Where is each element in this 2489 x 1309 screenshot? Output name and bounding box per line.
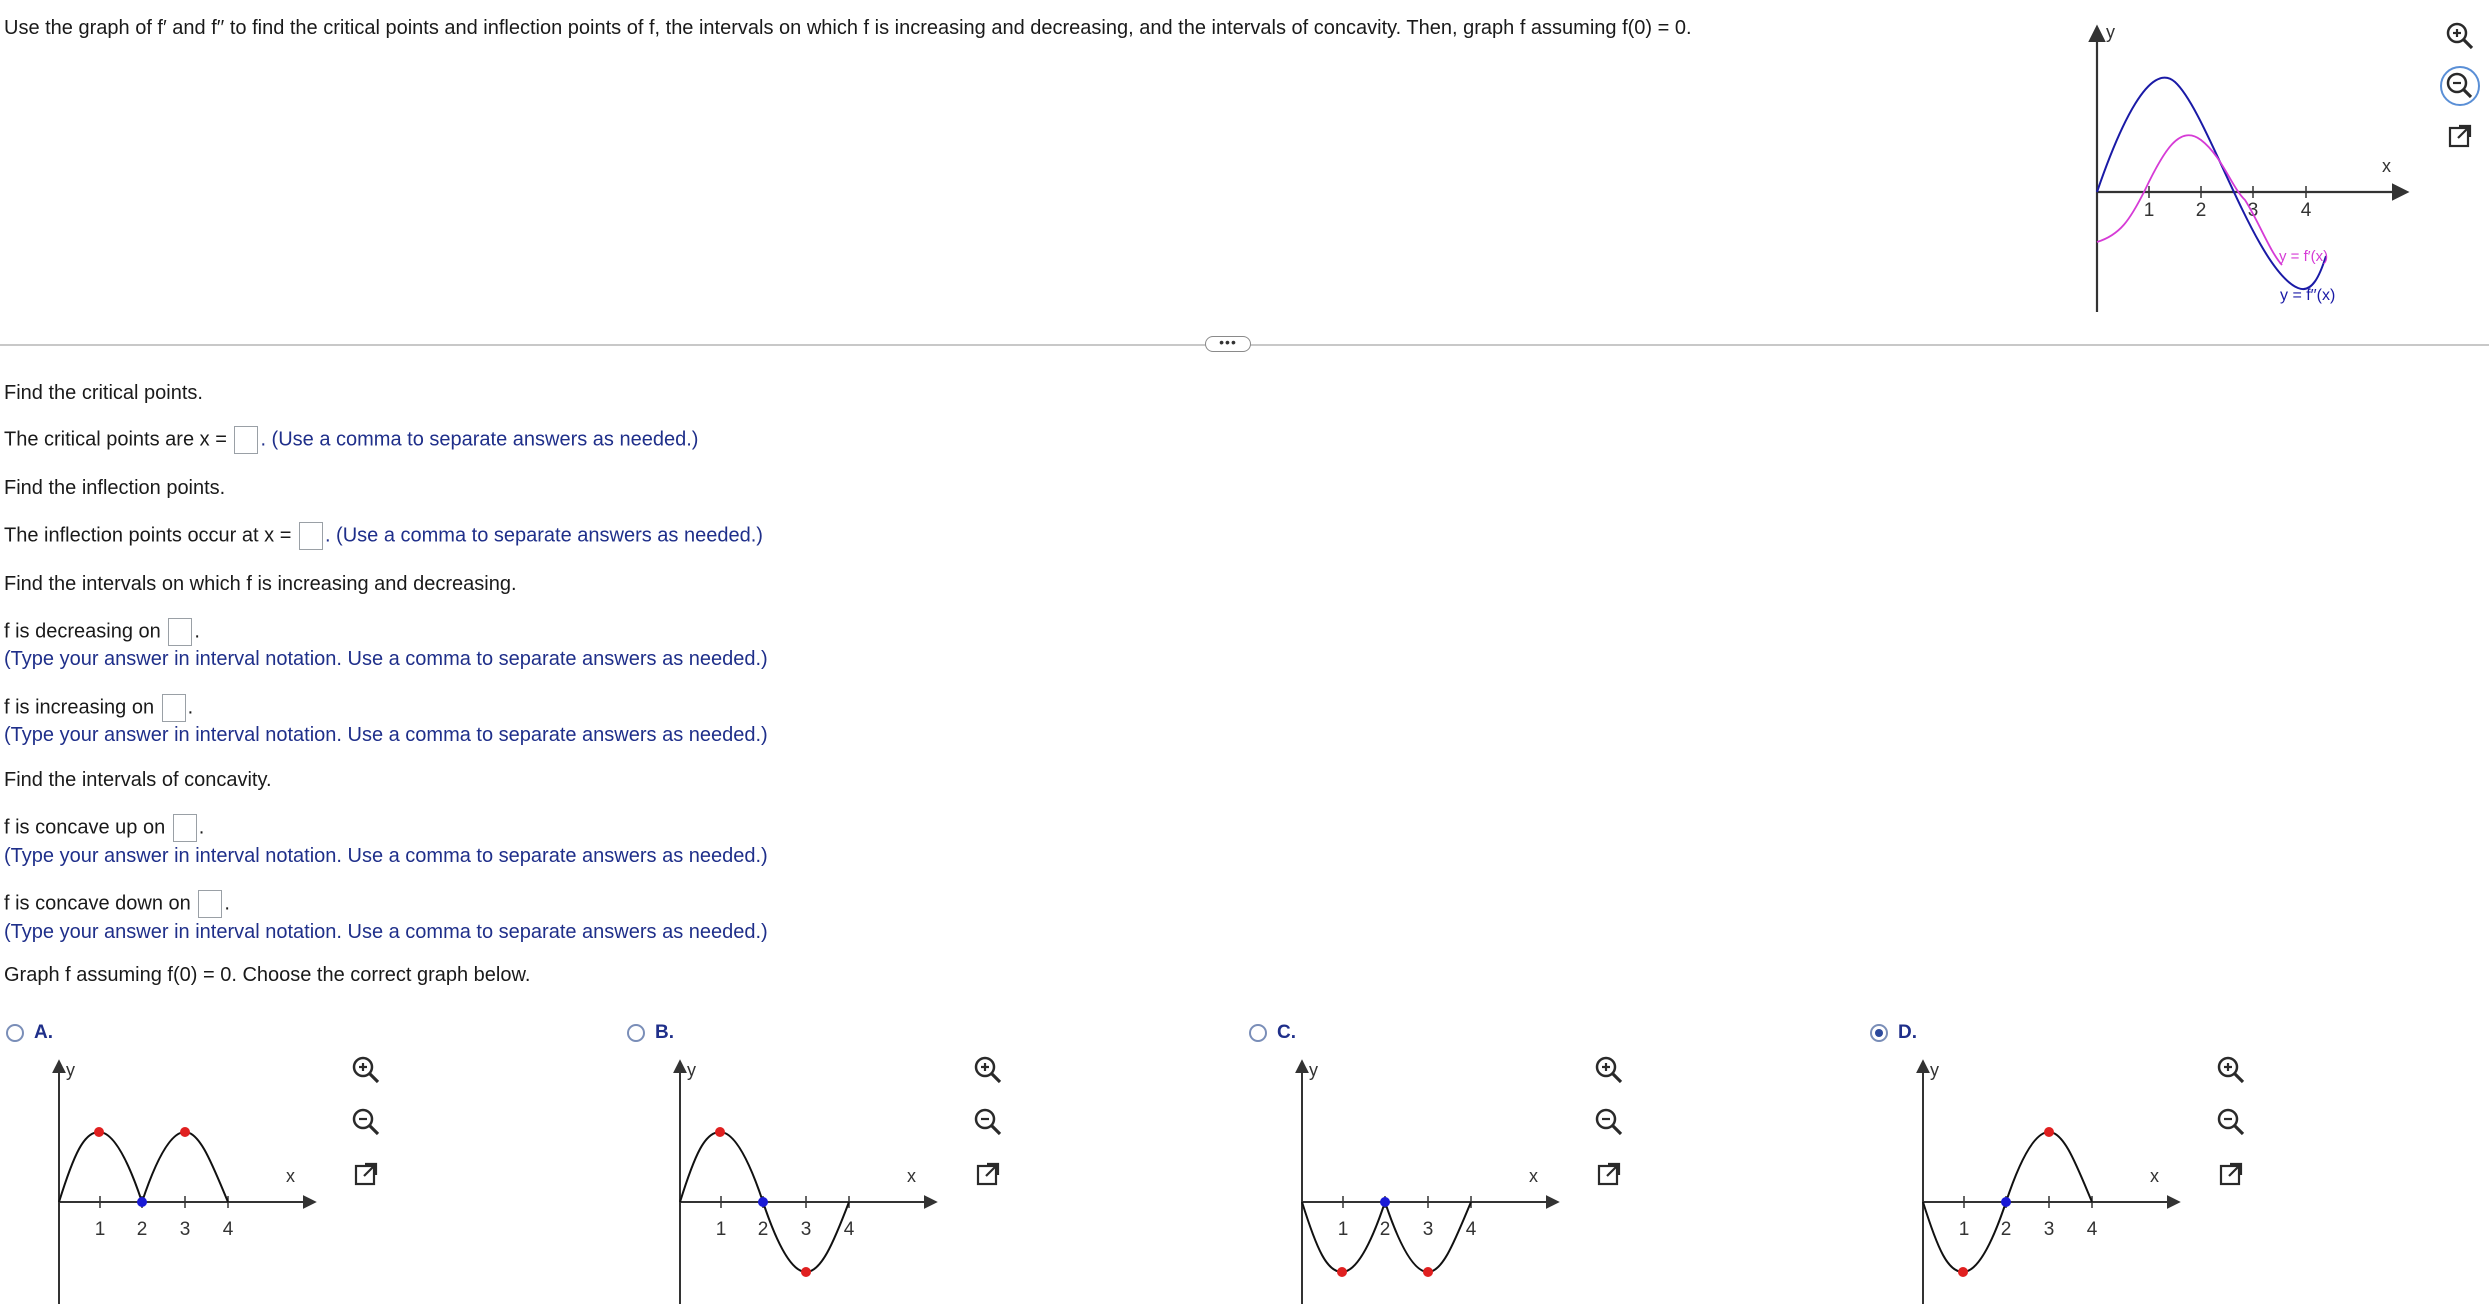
main-tick-4: 4 — [2300, 200, 2312, 221]
increasing-prefix: f is increasing on — [4, 696, 155, 719]
option-b-radio[interactable] — [627, 1024, 645, 1042]
inflection-row — [4, 522, 763, 550]
decreasing-row: f is decreasing on . — [4, 618, 200, 646]
option-a-graph — [44, 1054, 324, 1304]
option-c-graph — [1287, 1054, 1567, 1304]
svg-text:3: 3 — [179, 1219, 191, 1240]
zoom-in-icon[interactable] — [2442, 18, 2478, 54]
concave-down-hint: (Type your answer in interval notation. Use a comma to separate answers as needed.) — [4, 921, 768, 943]
critical-points-input[interactable] — [234, 426, 258, 454]
incdec-heading: Find the intervals on which f is increasing and decreasing. — [4, 573, 517, 595]
svg-text:2: 2 — [757, 1219, 769, 1240]
critical-hint: . (Use a comma to separate answers as needed.) — [260, 428, 699, 451]
option-d-graph — [1908, 1054, 2188, 1304]
inflection-points-input[interactable] — [299, 522, 323, 550]
option-a-popout-icon[interactable] — [348, 1156, 384, 1192]
svg-text:x: x — [907, 1166, 916, 1186]
fdoubleprime-label: y = f′′(x) — [2280, 287, 2336, 304]
svg-text:y: y — [687, 1060, 696, 1080]
option-b-popout-icon[interactable] — [970, 1156, 1006, 1192]
option-d-zoom-in-icon[interactable] — [2213, 1052, 2249, 1088]
svg-text:3: 3 — [1422, 1219, 1434, 1240]
svg-text:4: 4 — [2086, 1219, 2098, 1240]
option-c-label[interactable]: C. — [1277, 1022, 1296, 1043]
inflection-prefix: The inflection points occur at x = — [4, 524, 292, 547]
concave-up-prefix: f is concave up on — [4, 816, 166, 839]
svg-text:3: 3 — [800, 1219, 812, 1240]
question-text: Use the graph of f′ and f′′ to find the critical points and inflection points of f, the intervals on which f is increasing and decreasing, and the intervals of concavity. Then, graph f assuming f(0) = 0. — [4, 17, 1692, 39]
zoom-out-icon[interactable] — [2438, 64, 2482, 108]
option-c-popout-icon[interactable] — [1591, 1156, 1627, 1192]
popout-icon[interactable] — [2442, 118, 2478, 154]
option-c-radio[interactable] — [1249, 1024, 1267, 1042]
svg-text:x: x — [2150, 1166, 2159, 1186]
concave-down-prefix: f is concave down on — [4, 892, 191, 915]
option-b-label[interactable]: B. — [655, 1022, 674, 1043]
option-b-zoom-in-icon[interactable] — [970, 1052, 1006, 1088]
inflection-hint: . (Use a comma to separate answers as needed.) — [324, 524, 763, 547]
svg-text:y: y — [1309, 1060, 1318, 1080]
option-a-label[interactable]: A. — [34, 1022, 53, 1043]
concave-down-input[interactable] — [198, 890, 222, 918]
option-b-zoom-out-icon[interactable] — [970, 1104, 1006, 1140]
main-y-label: y — [2106, 22, 2115, 42]
option-c-zoom-out-icon[interactable] — [1591, 1104, 1627, 1140]
main-graph — [2080, 20, 2420, 320]
svg-text:y: y — [1930, 1060, 1939, 1080]
svg-text:2: 2 — [136, 1219, 148, 1240]
expand-handle[interactable]: ••• — [1205, 336, 1251, 352]
critical-prefix: The critical points are x = — [4, 428, 227, 451]
svg-text:x: x — [286, 1166, 295, 1186]
critical-row — [4, 426, 698, 454]
main-tick-2: 2 — [2195, 200, 2207, 221]
option-d-zoom-out-icon[interactable] — [2213, 1104, 2249, 1140]
option-a-zoom-out-icon[interactable] — [348, 1104, 384, 1140]
svg-text:4: 4 — [222, 1219, 234, 1240]
svg-text:2: 2 — [2000, 1219, 2012, 1240]
critical-heading: Find the critical points. — [4, 382, 203, 404]
concave-up-hint: (Type your answer in interval notation. Use a comma to separate answers as needed.) — [4, 845, 768, 867]
inflection-heading: Find the inflection points. — [4, 477, 226, 499]
decreasing-input[interactable] — [168, 618, 192, 646]
main-tick-3: 3 — [2247, 200, 2259, 221]
svg-text:4: 4 — [1465, 1219, 1477, 1240]
svg-text:4: 4 — [843, 1219, 855, 1240]
concave-up-row: f is concave up on . — [4, 814, 204, 842]
main-tick-1: 1 — [2143, 200, 2155, 221]
increasing-row: f is increasing on . — [4, 694, 193, 722]
option-d-radio[interactable] — [1870, 1024, 1888, 1042]
decreasing-hint: (Type your answer in interval notation. Use a comma to separate answers as needed.) — [4, 648, 768, 670]
increasing-input[interactable] — [162, 694, 186, 722]
option-d-label[interactable]: D. — [1898, 1022, 1917, 1043]
concave-up-input[interactable] — [173, 814, 197, 842]
svg-text:3: 3 — [2043, 1219, 2055, 1240]
svg-text:y: y — [66, 1060, 75, 1080]
concave-down-row: f is concave down on . — [4, 890, 230, 918]
svg-text:x: x — [1529, 1166, 1538, 1186]
svg-text:2: 2 — [1379, 1219, 1391, 1240]
increasing-hint: (Type your answer in interval notation. Use a comma to separate answers as needed.) — [4, 724, 768, 746]
graph-heading: Graph f assuming f(0) = 0. Choose the correct graph below. — [4, 964, 531, 986]
fprime-label: y = f′(x) — [2279, 248, 2329, 265]
svg-text:1: 1 — [715, 1219, 727, 1240]
option-c-zoom-in-icon[interactable] — [1591, 1052, 1627, 1088]
svg-text:1: 1 — [1337, 1219, 1349, 1240]
concavity-heading: Find the intervals of concavity. — [4, 769, 272, 791]
svg-text:1: 1 — [94, 1219, 106, 1240]
option-a-radio[interactable] — [6, 1024, 24, 1042]
option-a-zoom-in-icon[interactable] — [348, 1052, 384, 1088]
option-b-graph — [665, 1054, 945, 1304]
main-x-label: x — [2382, 156, 2391, 176]
option-d-popout-icon[interactable] — [2213, 1156, 2249, 1192]
svg-text:1: 1 — [1958, 1219, 1970, 1240]
decreasing-prefix: f is decreasing on — [4, 620, 161, 643]
